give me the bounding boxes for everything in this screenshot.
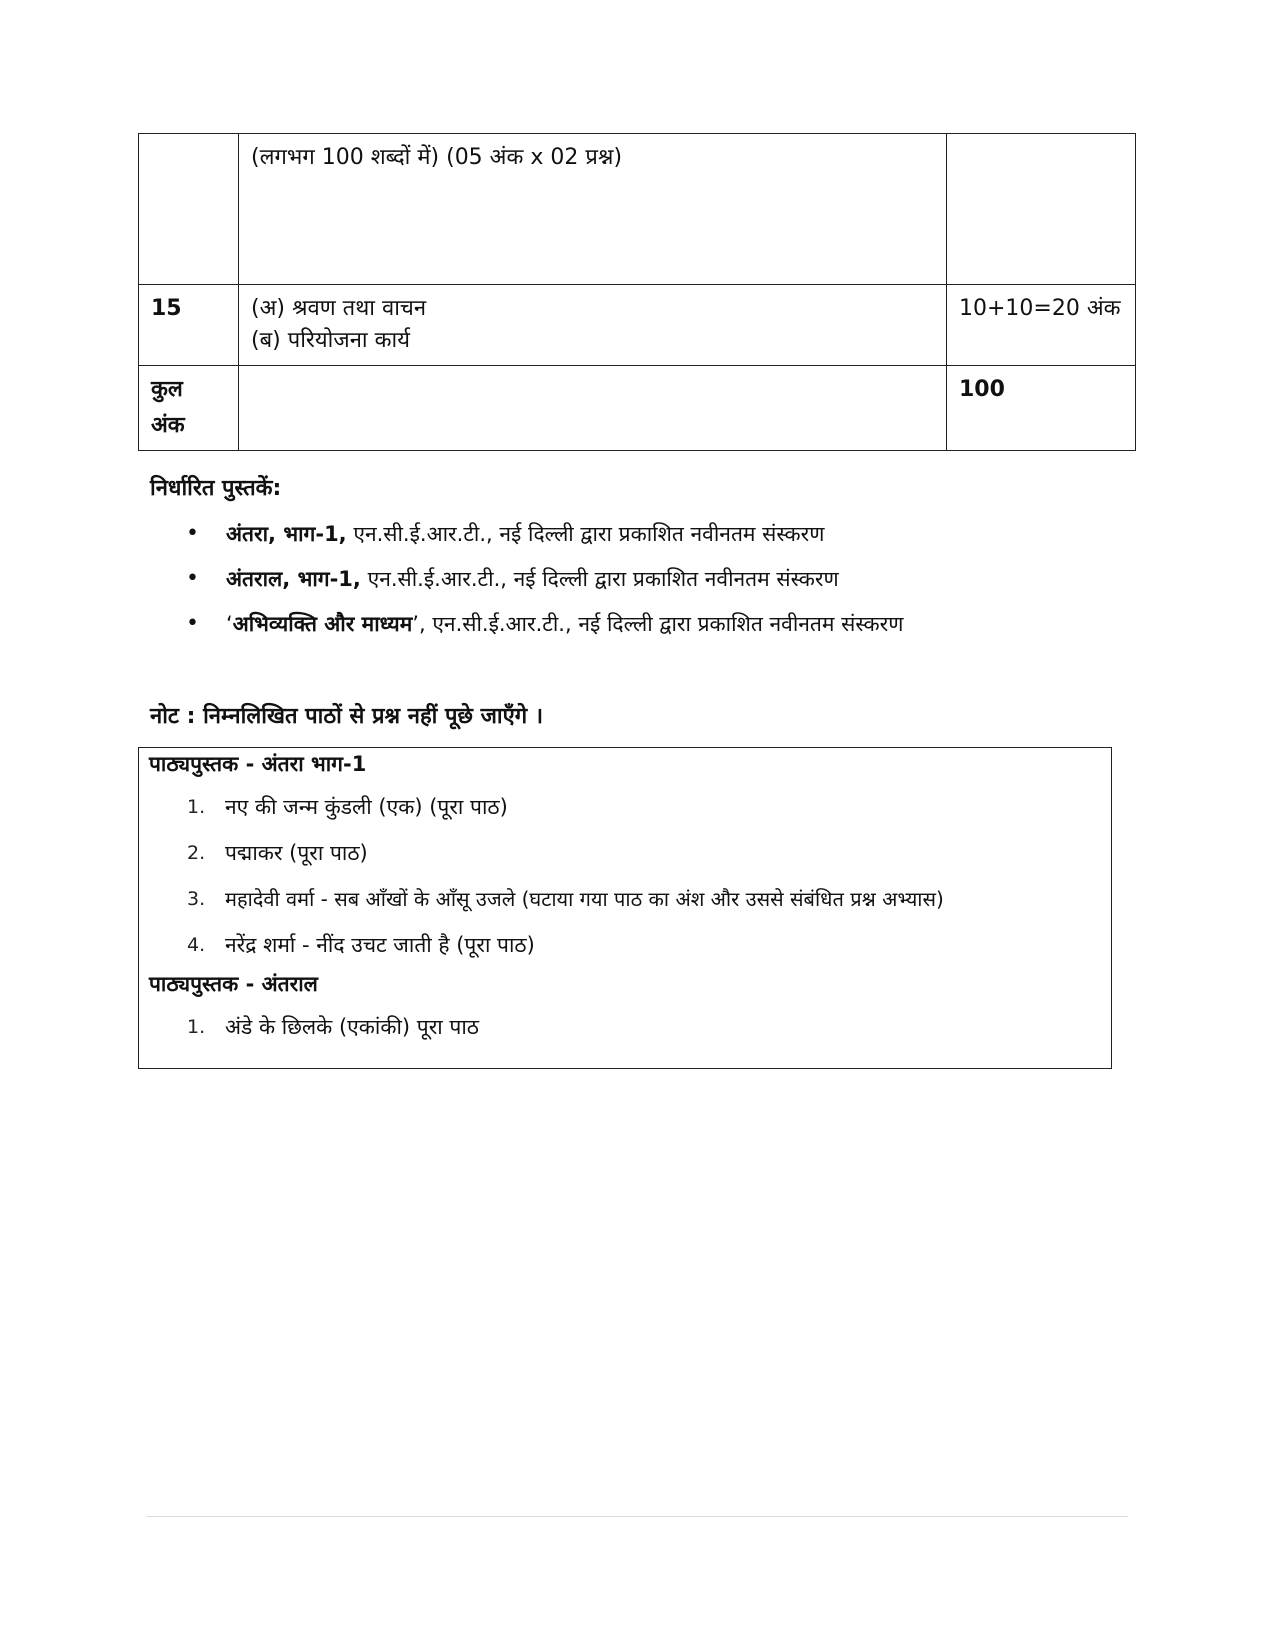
book-title: अंतरा, भाग-1, xyxy=(226,522,347,546)
bullet-icon: • xyxy=(186,521,199,546)
note-heading: नोट : निम्नलिखित पाठों से प्रश्न नहीं पूछे जाएँगे । xyxy=(150,704,544,729)
lesson-list xyxy=(139,784,1111,968)
question-content-cell xyxy=(239,134,947,285)
total-label-line: अंक xyxy=(151,413,185,438)
table-row xyxy=(139,134,1136,285)
prescribed-books-heading: निर्धारित पुस्तकें: xyxy=(150,476,282,501)
book-title: अभिव्यक्ति और माध्यम xyxy=(232,612,413,636)
list-item xyxy=(139,784,1111,830)
list-item xyxy=(139,876,1111,922)
question-content-line: (अ) श्रवण तथा वाचन xyxy=(251,296,427,321)
lesson-text: महादेवी वर्मा - सब आँखों के आँसू उजले (घटाया गया पाठ का अंश और उससे संबंधित प्रश्न अभ्यास) xyxy=(225,887,944,911)
item-number: 1. xyxy=(187,1016,206,1038)
footer-divider xyxy=(146,1516,1128,1517)
question-content-cell xyxy=(239,285,947,366)
list-item xyxy=(139,922,1111,968)
bullet-icon: • xyxy=(186,611,199,636)
excluded-lessons-box xyxy=(138,747,1112,1069)
lesson-list xyxy=(139,1004,1111,1050)
total-label-line: कुल xyxy=(151,377,183,402)
textbook-heading: पाठ्यपुस्तक - अंतरा भाग-1 xyxy=(149,752,367,776)
list-item xyxy=(180,605,1180,650)
list-item xyxy=(139,1004,1111,1050)
marks-cell: 10+10=20 अंक xyxy=(947,285,1136,366)
question-number-cell xyxy=(139,134,239,285)
prescribed-books-list xyxy=(180,515,1180,650)
quote-mark: ‘ xyxy=(226,612,233,636)
book-title: अंतराल, भाग-1, xyxy=(226,567,361,591)
book-publisher: एन.सी.ई.आर.टी., नई दिल्ली द्वारा प्रकाशित नवीनतम संस्करण xyxy=(346,522,825,546)
list-item xyxy=(139,830,1111,876)
bullet-icon: • xyxy=(186,566,199,591)
total-content-cell xyxy=(239,366,947,451)
item-number: 2. xyxy=(187,842,206,864)
lesson-text: अंडे के छिलके (एकांकी) पूरा पाठ xyxy=(225,1015,479,1039)
lesson-text: नरेंद्र शर्मा - नींद उचट जाती है (पूरा पाठ) xyxy=(225,933,535,957)
book-publisher: ’, एन.सी.ई.आर.टी., नई दिल्ली द्वारा प्रकाशित नवीनतम संस्करण xyxy=(412,612,904,636)
lesson-text: नए की जन्म कुंडली (एक) (पूरा पाठ) xyxy=(225,795,508,819)
total-marks-cell: 100 xyxy=(947,366,1136,451)
question-content-line: (ब) परियोजना कार्य xyxy=(251,328,410,353)
marks-cell xyxy=(947,134,1136,285)
total-label-cell xyxy=(139,366,239,451)
table-row xyxy=(139,285,1136,366)
textbook-heading: पाठ्यपुस्तक - अंतराल xyxy=(149,972,318,996)
item-number: 3. xyxy=(187,888,206,910)
list-item xyxy=(180,560,1180,605)
marks-distribution-table xyxy=(138,133,1136,451)
lesson-text: पद्माकर (पूरा पाठ) xyxy=(225,841,368,865)
item-number: 4. xyxy=(187,934,206,956)
table-row xyxy=(139,366,1136,451)
list-item xyxy=(180,515,1180,560)
question-number-cell: 15 xyxy=(139,285,239,366)
item-number: 1. xyxy=(187,796,206,818)
question-content-text: (लगभग 100 शब्दों में) (05 अंक x 02 प्रश्न) xyxy=(251,145,623,170)
book-publisher: एन.सी.ई.आर.टी., नई दिल्ली द्वारा प्रकाशित नवीनतम संस्करण xyxy=(360,567,839,591)
